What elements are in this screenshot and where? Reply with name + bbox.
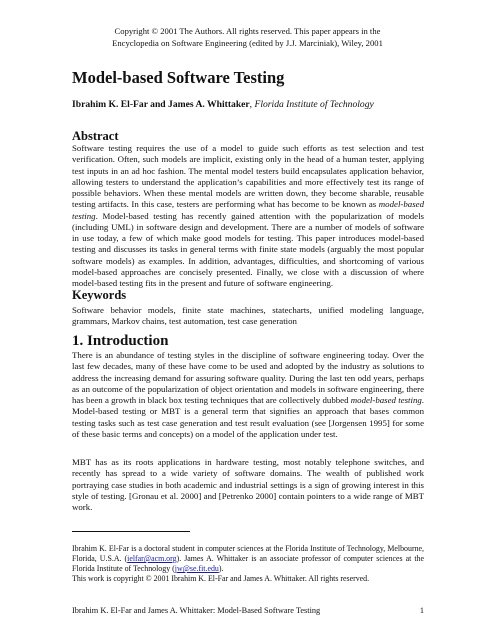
- intro-p1-emphasis: model-based testing: [350, 395, 422, 405]
- author-names: Ibrahim K. El-Far and James A. Whittaker: [72, 99, 250, 110]
- intro-p1-part1: There is an abundance of testing styles in the discipline of software engineering today. Over the last few decades, many of these have come to be used and adopted by the industry as solutions to address the increasing demand for assuring software quality. During the last ten odd years, perhaps as an outcome of the popularization of object orientation and models in software engineering, there has been a growth in black box testing techniques that are collectively dubbed: [72, 350, 424, 405]
- footnote-author-info: [72, 544, 424, 574]
- page-number: 1: [419, 606, 424, 615]
- footnote-divider: [72, 531, 190, 532]
- intro-p1-part2: . Model-based testing or MBT is a general term that signifies an approach that bases common testing tasks such as test case generation and test result evaluation (see [Jorgensen 1995] for some of these basic terms and concepts) on a model of the application under test.: [72, 395, 425, 439]
- copyright-notice: [0, 25, 495, 49]
- copyright-line-1: Copyright © 2001 The Authors. All rights reserved. This paper appears in the: [114, 26, 381, 36]
- paper-title: Model-based Software Testing: [72, 68, 285, 87]
- copyright-line-2: Encyclopedia on Software Engineering (edited by J.J. Marciniak), Wiley, 2001: [112, 38, 383, 48]
- author-line: Ibrahim K. El-Far and James A. Whittaker, Florida Institute of Technology: [72, 99, 374, 110]
- page-footer: [72, 606, 424, 615]
- author-affiliation: Florida Institute of Technology: [254, 99, 374, 110]
- footnote-text-part3: ).: [218, 564, 224, 573]
- abstract-heading: Abstract: [72, 129, 119, 143]
- keywords-heading: Keywords: [72, 288, 127, 302]
- email-link-whittaker[interactable]: jw@se.fit.edu: [174, 564, 219, 573]
- footnote-copyright: This work is copyright © 2001 Ibrahim K. El-Far and James A. Whittaker. All rights reserved.: [72, 574, 370, 583]
- footnote-text-part2: ). James A. Whittaker is an associate professor of computer sciences at the Florida Institute of Technology (: [72, 554, 424, 573]
- abstract-text-part2: . Model-based testing has recently gained attention with the popularization of models (including UML) in software design and development. There are a number of models of software in use today, a few of which make good models for testing. This paper introduces model-based testing and discusses its tasks in general terms with finite state models (arguably the most popular software models) as examples. In addition, advantages, difficulties, and shortcoming of various model-based approaches are concisely presented. Finally, we close with a discussion of where model-based testing fits in the present and future of software engineering.: [72, 210, 424, 288]
- abstract-text: [72, 143, 424, 289]
- email-link-elfar[interactable]: ielfar@acm.org: [127, 554, 177, 563]
- introduction-heading: 1. Introduction: [72, 333, 169, 349]
- abstract-text-part1: Software testing requires the use of a model to guide such efforts as test selection and test verification. Often, such models are implicit, existing only in the head of a human tester, applying test inputs in an ad hoc fashion. The mental model testers build encapsulates application behavior, allowing testers to understand the application’s capabilities and more effectively test its range of possible behaviors. When these mental models are written down, they become sharable, reusable testing artifacts. In this case, testers are performing what has become to be known as: [72, 143, 424, 210]
- running-title: Ibrahim K. El-Far and James A. Whittaker: Model-Based Software Testing: [72, 606, 321, 615]
- footnote-text-part1: Ibrahim K. El-Far is a doctoral student in computer sciences at the Florida Institute of Technology, Melbourne, Florida, U.S.A. (: [72, 544, 424, 563]
- keywords-text: Software behavior models, finite state machines, statecharts, unified modeling language, grammars, Markov chains, test automation, test case generation: [72, 305, 424, 327]
- abstract-emphasis: model-based testing: [72, 199, 424, 221]
- introduction-paragraph-2: MBT has as its roots applications in hardware testing, most notably telephone switches, and recently has spread to a wide variety of software domains. The wealth of published work portraying case studies in both academic and industrial settings is a sign of growing interest in this style of testing. [Gronau et al. 2000] and [Petrenko 2000] contain pointers to a wide range of MBT work.: [72, 457, 424, 512]
- introduction-paragraph-1: [72, 350, 424, 440]
